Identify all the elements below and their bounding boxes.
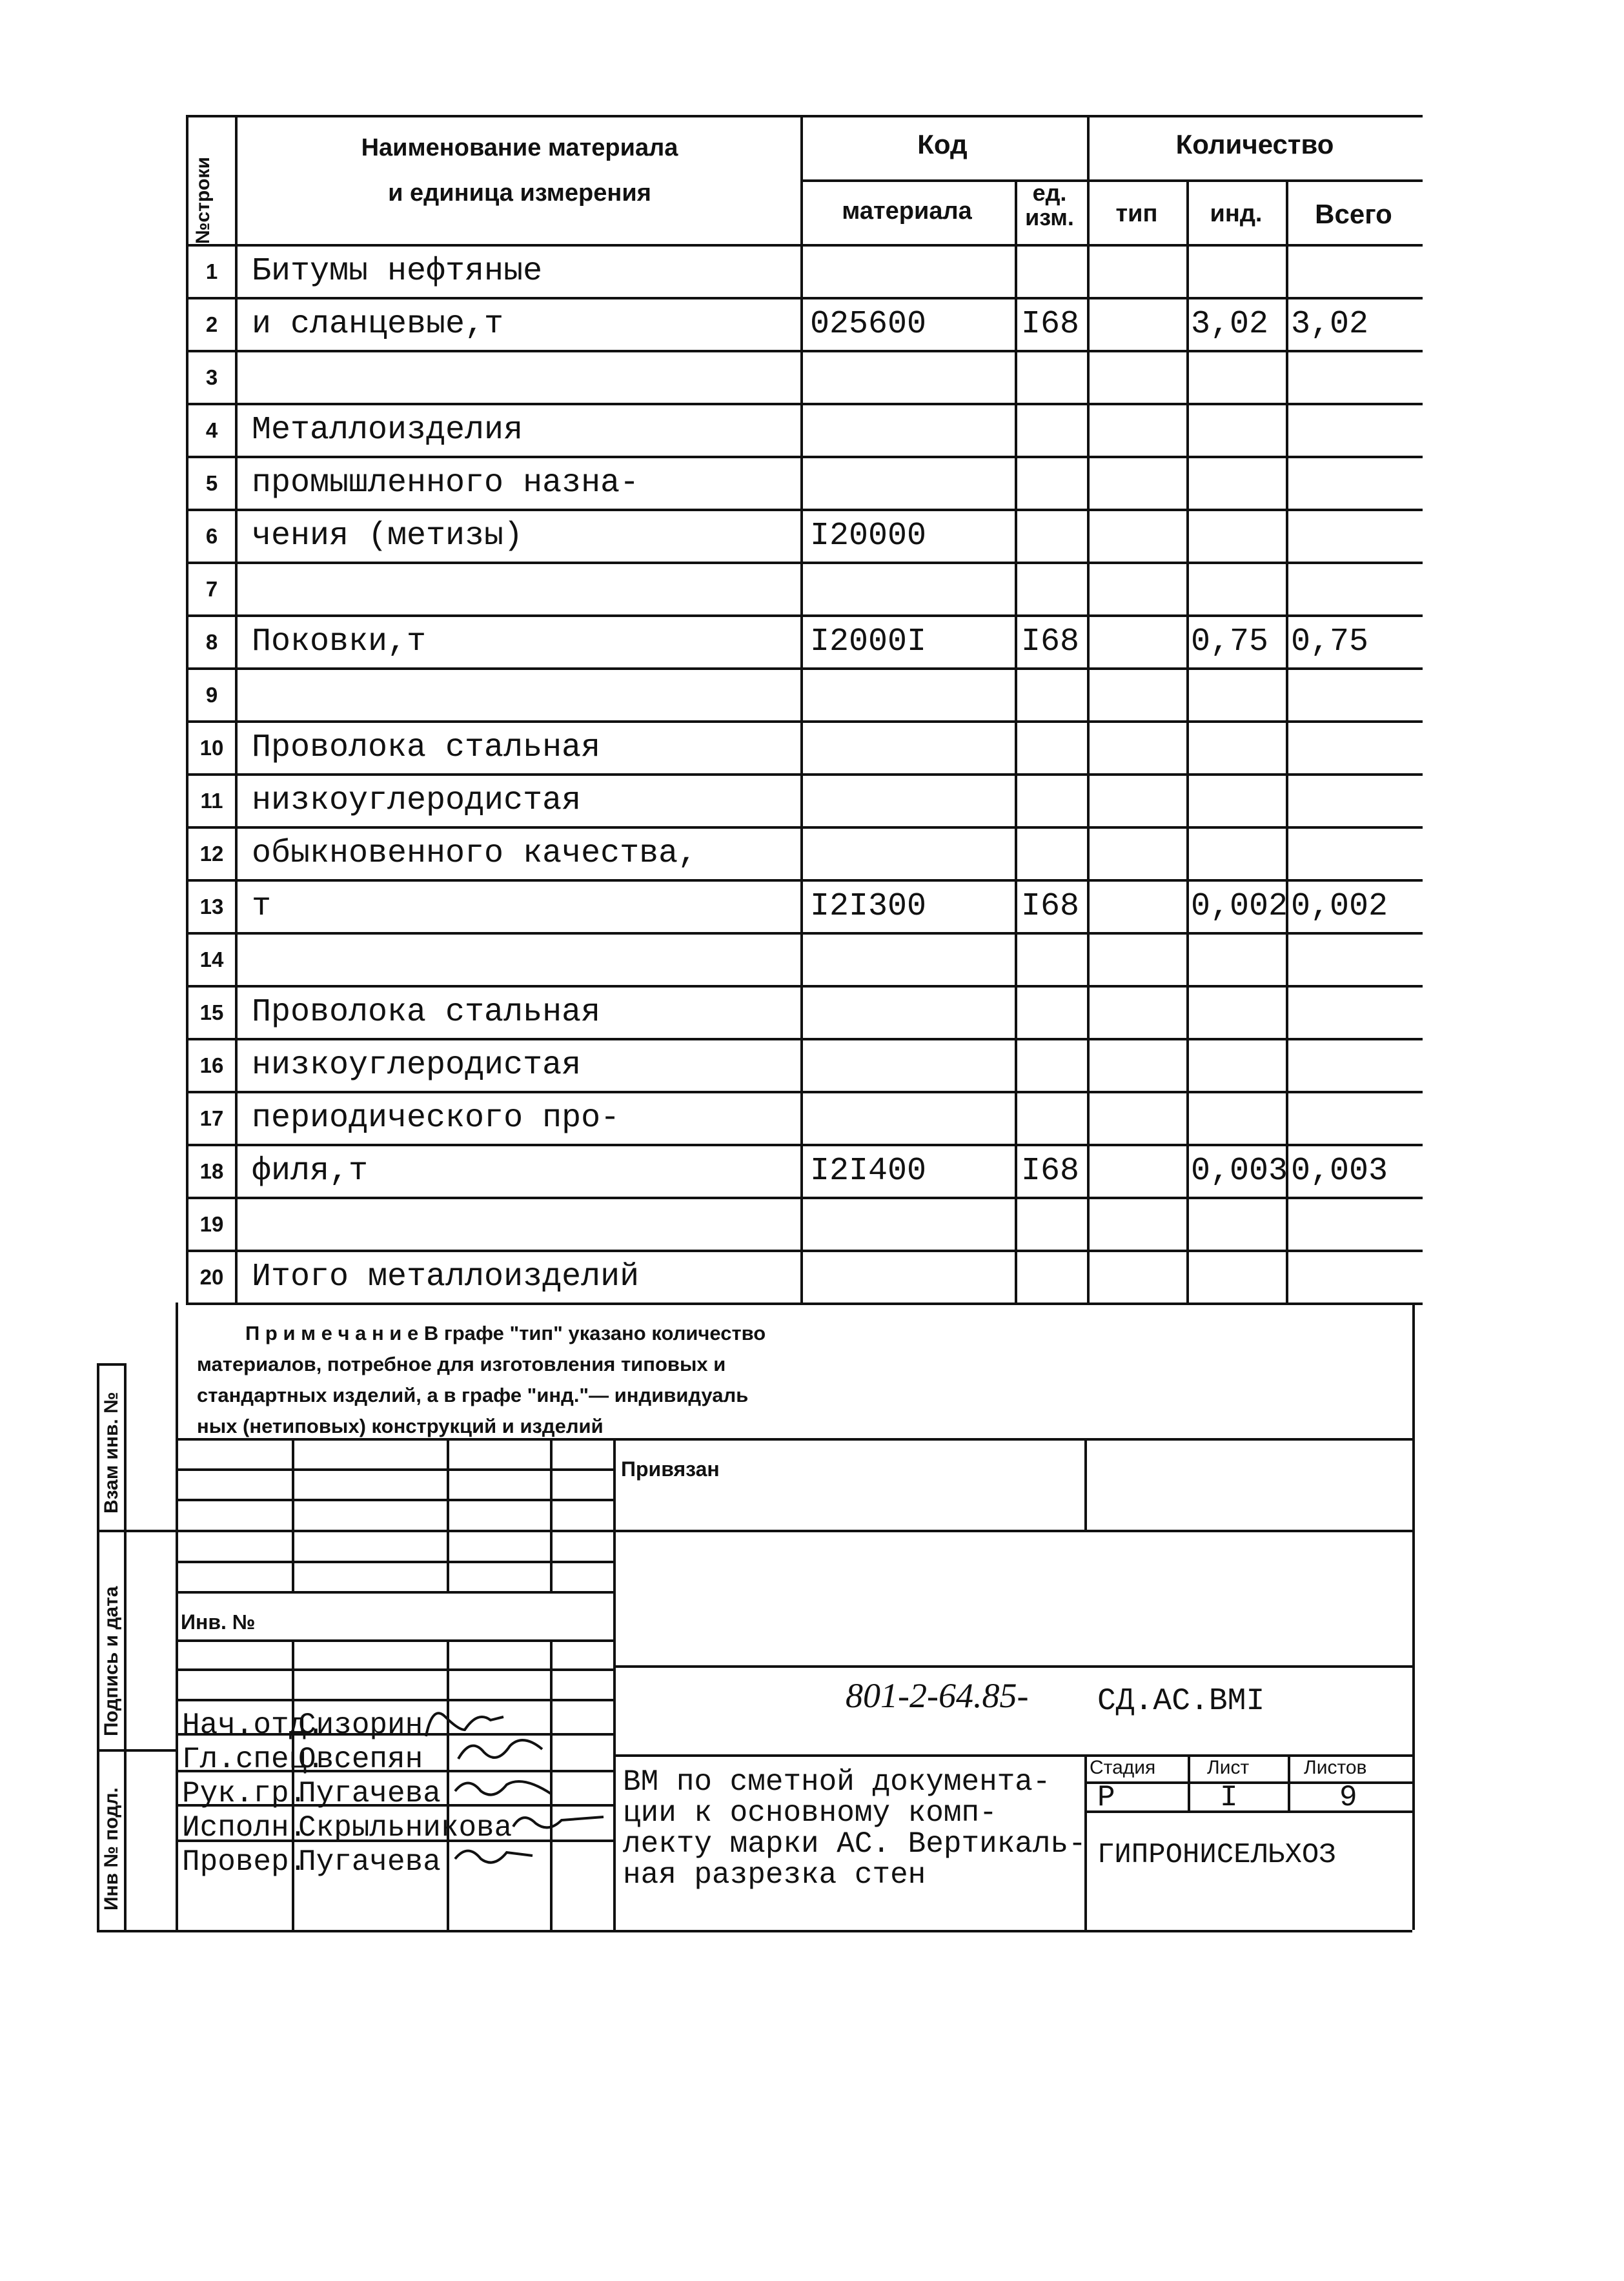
row-unit-code: I68 (1021, 1153, 1080, 1190)
header-quantity-ind: инд. (1210, 200, 1263, 227)
row-divider (186, 826, 1423, 829)
row-number: 2 (205, 312, 218, 336)
stamp-col-line (292, 1438, 294, 1591)
row-number: 19 (199, 1212, 224, 1236)
col-border (1186, 179, 1189, 1303)
side-vzam-inv: Взам инв. № (101, 1392, 122, 1514)
stamp-row-line (176, 1840, 613, 1842)
row-material-name: периодического про- (252, 1100, 620, 1137)
row-divider (186, 562, 1423, 564)
header-row-number: №строки (192, 157, 214, 244)
stamp-col-line (1084, 1754, 1087, 1930)
stamp-col-line (613, 1438, 616, 1930)
note-line2: материалов, потребное для изготовления типовых и (197, 1353, 726, 1375)
stamp-col-line (1188, 1754, 1190, 1810)
row-divider (186, 932, 1423, 935)
stamp-line (613, 1754, 1412, 1757)
stamp-sheet-label: Лист (1207, 1757, 1250, 1778)
stamp-col-line (447, 1438, 449, 1591)
stamp-stage-label: Стадия (1090, 1757, 1156, 1778)
stamp-title-line4: ная разрезка стен (623, 1858, 926, 1892)
row-divider (186, 456, 1423, 458)
row-divider (186, 720, 1423, 723)
side-divider (97, 1530, 176, 1532)
stamp-row-line (176, 1499, 613, 1501)
col-border (1286, 179, 1288, 1303)
stamp-col-line (1084, 1438, 1087, 1530)
row-number: 12 (199, 842, 224, 866)
stamp-doc-code: 801-2-64.85- (846, 1676, 1029, 1715)
frame-left (176, 1303, 178, 1930)
header-quantity-type: тип (1115, 200, 1158, 227)
row-divider (186, 1144, 1423, 1146)
note-line1: П р и м е ч а н и е В графе "тип" указано количество (245, 1322, 766, 1344)
row-material-name: филя,т (252, 1153, 369, 1190)
header-quantity: Количество (1175, 129, 1334, 159)
row-number: 10 (199, 736, 224, 760)
row-number: 5 (205, 471, 218, 495)
row-material-name: Поковки,т (252, 623, 427, 660)
row-material-name: обыкновенного качества, (252, 835, 698, 872)
note-line4: ных (нетиповых) конструкций и изделий (197, 1415, 604, 1437)
row-number: 11 (200, 789, 223, 813)
staff-role: Гл.спец. (182, 1743, 325, 1776)
row-number: 3 (205, 365, 218, 389)
staff-name: Скрыльникова (298, 1811, 513, 1845)
row-divider (186, 1303, 1423, 1305)
row-qty-total: 0,002 (1291, 888, 1388, 925)
row-material-code: 025600 (810, 306, 927, 343)
row-divider (186, 403, 1423, 405)
row-qty-ind: 3,02 (1191, 306, 1269, 343)
stamp-row-line (176, 1733, 613, 1736)
row-number: 8 (205, 630, 218, 654)
frame-right (1412, 1303, 1415, 1930)
side-divider (97, 1749, 176, 1752)
row-divider (186, 667, 1423, 670)
row-divider (186, 614, 1423, 617)
col-border (235, 115, 238, 1303)
side-podpis-data: Подпись и дата (101, 1586, 122, 1736)
header-sub-divider (800, 179, 1423, 182)
header-name-line1: Наименование материала (361, 134, 678, 161)
stamp-line (613, 1665, 1412, 1668)
row-material-name: Битумы нефтяные (252, 253, 543, 290)
stamp-row-line (176, 1639, 613, 1642)
note-line3: стандартных изделий, а в графе "инд."— индивидуаль (197, 1384, 749, 1406)
table-top-border (186, 115, 1423, 117)
stamp-privyazan: Привязан (621, 1457, 720, 1481)
stamp-row-line (176, 1930, 613, 1932)
row-material-name: чения (метизы) (252, 518, 523, 554)
stamp-sheets-value: 9 (1339, 1781, 1357, 1814)
row-divider (186, 1250, 1423, 1252)
row-number: 6 (205, 524, 218, 548)
stamp-title-line3: лекту марки АС. Вертикаль- (623, 1827, 1086, 1861)
stamp-line (613, 1438, 1412, 1441)
signature-skrylnikova (510, 1804, 607, 1836)
stamp-row-line (176, 1668, 613, 1671)
row-divider (186, 1197, 1423, 1199)
stamp-row-line (176, 1530, 613, 1532)
row-qty-ind: 0,002 (1191, 888, 1288, 925)
stamp-sheet-value: I (1220, 1781, 1238, 1814)
stamp-col-line (550, 1438, 553, 1591)
stamp-col-line (550, 1639, 553, 1930)
stamp-row-line (176, 1699, 613, 1701)
row-divider (186, 1038, 1423, 1040)
row-qty-ind: 0,003 (1191, 1153, 1288, 1190)
signature-pugacheva-2 (452, 1840, 536, 1872)
row-qty-total: 3,02 (1291, 306, 1369, 343)
row-divider (186, 509, 1423, 511)
stamp-title-line2: ции к основному комп- (623, 1796, 997, 1830)
header-name-line2: и единица измерения (388, 179, 651, 207)
row-unit-code: I68 (1021, 306, 1080, 343)
row-material-name: Металлоизделия (252, 412, 523, 449)
row-number: 14 (199, 948, 224, 971)
stamp-line (1084, 1810, 1412, 1813)
header-quantity-total: Всего (1315, 199, 1392, 229)
row-material-code: I2000I (810, 623, 927, 660)
row-number: 1 (205, 259, 218, 283)
row-divider (186, 985, 1423, 988)
side-left (97, 1363, 99, 1930)
stamp-row-line (176, 1591, 613, 1594)
col-border (800, 115, 803, 1303)
row-number: 16 (199, 1053, 224, 1077)
col-border (1015, 179, 1017, 1303)
stamp-row-line (176, 1804, 613, 1807)
side-top (97, 1363, 124, 1366)
row-material-name: низкоуглеродистая (252, 782, 582, 819)
row-material-code: I2I300 (810, 888, 927, 925)
row-divider (186, 297, 1423, 299)
col-border (1087, 115, 1090, 1303)
row-material-name: низкоуглеродистая (252, 1047, 582, 1084)
row-material-name: промышленного назна- (252, 465, 640, 502)
row-material-name: Проволока стальная (252, 994, 601, 1031)
stamp-row-line (176, 1438, 613, 1441)
staff-name: Овсепян (298, 1743, 423, 1776)
row-divider (186, 350, 1423, 352)
row-divider (186, 879, 1423, 882)
staff-role: Нач.отд. (182, 1708, 325, 1742)
row-number: 4 (205, 418, 218, 442)
staff-role: Провер. (182, 1845, 307, 1879)
signature-ovsepyan (452, 1733, 549, 1772)
staff-name: Пугачева (298, 1777, 441, 1810)
stamp-row-line (176, 1561, 613, 1563)
row-unit-code: I68 (1021, 888, 1080, 925)
signature-pugacheva-1 (452, 1772, 555, 1804)
row-material-name: и сланцевые,т (252, 306, 504, 343)
row-material-name: т (252, 888, 272, 925)
stamp-sheets-label: Листов (1304, 1757, 1367, 1778)
col-border (186, 115, 188, 1303)
staff-role: Рук.гр. (182, 1777, 307, 1810)
stamp-row-line (176, 1468, 613, 1471)
header-bottom-border (186, 244, 1423, 247)
row-qty-total: 0,003 (1291, 1153, 1388, 1190)
stamp-organization: ГИПРОНИСЕЛЬХОЗ (1097, 1839, 1336, 1871)
header-code-unit: ед. изм. (1025, 179, 1074, 230)
row-material-name: Итого металлоизделий (252, 1259, 640, 1295)
row-material-name: Проволока стальная (252, 729, 601, 766)
stamp-title-line1: ВМ по сметной документа- (623, 1765, 1051, 1799)
row-material-code: I2I400 (810, 1153, 927, 1190)
staff-role: Исполн. (182, 1811, 307, 1845)
header-code: Код (917, 129, 968, 159)
side-right (124, 1363, 127, 1930)
staff-name: Пугачева (298, 1845, 441, 1879)
stamp-doc-mark: СД.АС.ВМI (1097, 1684, 1265, 1719)
row-number: 9 (205, 683, 218, 707)
row-qty-total: 0,75 (1291, 623, 1369, 660)
stamp-col-line (292, 1639, 294, 1930)
row-divider (186, 1091, 1423, 1093)
stamp-row-line (176, 1770, 613, 1772)
stamp-line (613, 1530, 1412, 1532)
stamp-col-line (1288, 1754, 1290, 1810)
staff-name: Сизорин (298, 1708, 423, 1742)
row-number: 7 (205, 577, 218, 601)
stamp-stage-value: Р (1097, 1781, 1115, 1814)
header-code-material: материала (842, 198, 972, 225)
row-unit-code: I68 (1021, 623, 1080, 660)
row-divider (186, 773, 1423, 776)
side-inv-podl: Инв № подл. (101, 1787, 122, 1911)
row-number: 15 (199, 1000, 224, 1024)
row-number: 17 (199, 1106, 224, 1130)
stamp-line (1084, 1781, 1412, 1784)
stamp-col-line (447, 1639, 449, 1930)
row-qty-ind: 0,75 (1191, 623, 1269, 660)
row-number: 20 (199, 1265, 224, 1289)
row-number: 13 (199, 895, 224, 918)
stamp-inv-no: Инв. № (181, 1610, 256, 1634)
row-number: 18 (199, 1159, 224, 1183)
row-material-code: I20000 (810, 518, 927, 554)
